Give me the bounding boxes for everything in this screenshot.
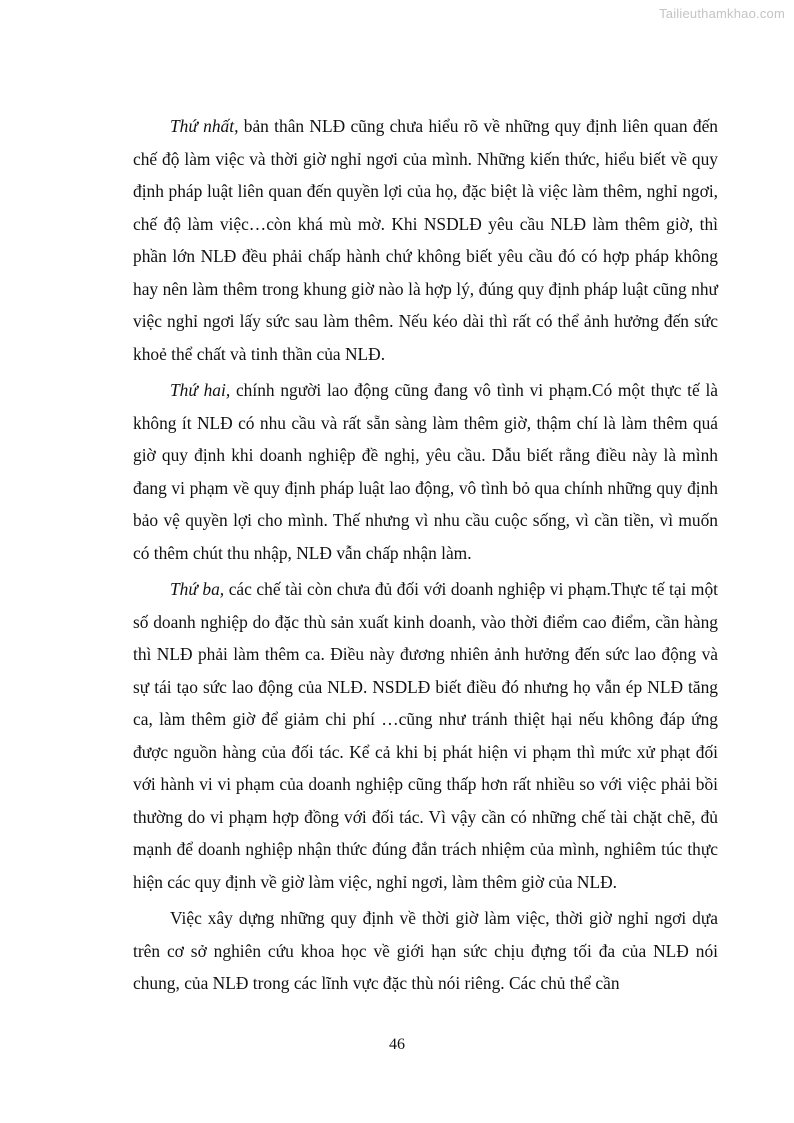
paragraph-text: chính người lao động cũng đang vô tình vi phạm.Có một thực tế là không ít NLĐ có nhu cầu và rất sẵn sàng làm thêm giờ, thậm chí là làm thêm quá giờ quy định khi doanh nghiệp đề nghị, yêu cầu. Dẫu biết rằng điều này là mình đang vi phạm về quy định pháp luật lao động, vô tình bỏ qua chính những quy định bảo vệ quyền lợi cho mình. Thế nhưng vì nhu cầu cuộc sống, vì cần tiền, vì muốn có thêm chút thu nhập, NLĐ vẫn chấp nhận làm.: [133, 380, 718, 563]
paragraph-text: các chế tài còn chưa đủ đối với doanh nghiệp vi phạm.Thực tế tại một số doanh nghiệp do đặc thù sản xuất kinh doanh, vào thời điểm cao điểm, cần hàng thì NLĐ phải làm thêm ca. Điều này đương nhiên ảnh hưởng đến sức lao động và sự tái tạo sức lao động của NLĐ. NSDLĐ biết điều đó nhưng họ vẫn ép NLĐ tăng ca, làm thêm giờ để giảm chi phí …cũng như tránh thiệt hại nếu không đáp ứng được nguồn hàng của đối tác. Kể cả khi bị phát hiện vi phạm thì mức xử phạt đối với hành vi vi phạm của doanh nghiệp cũng thấp hơn rất nhiều so với việc phải bồi thường do vi phạm hợp đồng với đối tác. Vì vậy cần có những chế tài chặt chẽ, đủ mạnh để doanh nghiệp nhận thức đúng đắn trách nhiệm của mình, nghiêm túc thực hiện các quy định về giờ làm việc, nghỉ ngơi, làm thêm giờ của NLĐ.: [133, 579, 718, 892]
paragraph-text: bản thân NLĐ cũng chưa hiểu rõ về những quy định liên quan đến chế độ làm việc và thời giờ nghỉ ngơi của mình. Những kiến thức, hiểu biết về quy định pháp luật liên quan đến quyền lợi của họ, đặc biệt là việc làm thêm, nghỉ ngơi, chế độ làm việc…còn khá mù mờ. Khi NSDLĐ yêu cầu NLĐ làm thêm giờ, thì phần lớn NLĐ đều phải chấp hành chứ không biết yêu cầu đó có hợp pháp không hay nên làm thêm trong khung giờ nào là hợp lý, đúng quy định pháp luật cũng như việc nghỉ ngơi lấy sức sau làm thêm. Nếu kéo dài thì rất có thể ảnh hưởng đến sức khoẻ thể chất và tinh thần của NLĐ.: [133, 116, 718, 364]
page-number: 46: [389, 1036, 405, 1053]
paragraph-first: [133, 110, 718, 370]
paragraph-lead: Thứ hai,: [170, 380, 231, 400]
paragraph-lead: Thứ ba,: [170, 579, 225, 599]
paragraph-second: [133, 374, 718, 569]
document-body: [133, 110, 718, 1004]
watermark: Tailieuthamkhao.com: [659, 6, 785, 21]
paragraph-text: Việc xây dựng những quy định về thời giờ làm việc, thời giờ nghỉ ngơi dựa trên cơ sở nghiên cứu khoa học về giới hạn sức chịu đựng tối đa của NLĐ nói chung, của NLĐ trong các lĩnh vực đặc thù nói riêng. Các chủ thể cần: [133, 908, 718, 993]
paragraph-fourth: [133, 902, 718, 1000]
paragraph-lead: Thứ nhất,: [170, 116, 239, 136]
paragraph-third: [133, 573, 718, 898]
